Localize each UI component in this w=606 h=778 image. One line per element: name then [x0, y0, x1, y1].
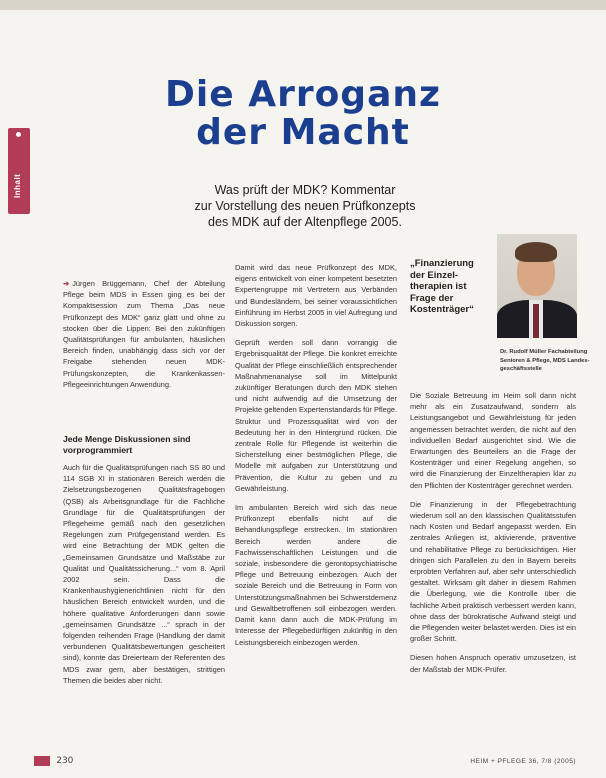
headline-line-2: der Macht — [196, 112, 410, 153]
photo-tie — [533, 304, 539, 338]
page-number: 230 — [56, 756, 74, 767]
journal-logo-icon — [34, 756, 50, 766]
author-photo — [497, 234, 577, 338]
section-rubric: Inhalt — [13, 173, 22, 198]
column-3 — [410, 390, 576, 683]
subtitle-line-2: zur Vorstellung des neuen Prüfkonzepts — [194, 199, 416, 213]
photo-hair — [515, 242, 557, 262]
paragraph: Im ambulanten Bereich wird sich das neue Prüfkonzept ebenfalls nicht auf die Behandlungspflege erstrecken. Im stationären Bereich werden andere die Fachwissenschaftlichen Leistungen und die soziale, insbesondere die gerontopsychiatrische Pflege und Betreuung einbezogen. Auch der soziale Bereich und die Betreuung in Form von Unterstützungsmaßnahmen bei Schwerstdemenz und Gewaltbetroffenen soll einbezogen werden. Damit kann dann auch die MDK-Prüfung im Interesse der Pflegebedürftigen zukünftig in den Leistungsbereich einbezogen werden. — [235, 503, 397, 647]
photo-caption: Dr. Rudolf Müller Fachabteilung Senioren & Pflege, MDS Landesgeschäftsstelle — [500, 349, 590, 372]
column-1 — [63, 278, 225, 398]
subtitle-line-3: des MDK auf der Altenpflege 2005. — [208, 215, 402, 229]
paragraph: Die Finanzierung in der Pflegebetrachtung wiederum soll an den klassischen Qualitätsstufen nach Kosten und Bedarf angepasst werden. Ein zentrales Anliegen ist, aktivierende, präventive und rehabilitative Pflege zu berücksichtigen. Hier dringen sich Parallelen zu den in Bayern bereits erprobten Verfahren auf, aber sehr unterschiedlich gestaltet. Wirksam gilt daher in diesem Rahmen die Überlegung, wie die Kontrolle über die fachliche Arbeit praktisch verbessert werden kann, ohne dass der bürokratische Aufwand steigt und die Pflegenden weiter belastet werden. Dies ist ein großer Schritt. — [410, 499, 576, 644]
subheading: Jede Menge Diskussionen sind vorprogrammiert — [63, 434, 191, 455]
page-footer-left — [34, 756, 73, 766]
subtitle-line-1: Was prüft der MDK? Kommentar — [214, 183, 396, 197]
column-1-continued — [63, 462, 225, 694]
paragraph — [63, 278, 225, 390]
arrow-marker-icon: ➜ — [63, 279, 70, 288]
pull-quote: „Finanzierung der Einzeltherapien ist Frage der Kostenträger“ — [410, 258, 474, 315]
paragraph: Die Soziale Betreuung im Heim soll dann nicht mehr als ein Zusatzaufwand, sondern als Leistungsangebot und Gewährleistung für jeden angemessen betrachtet werden, die nicht auf den individuellen Bedarf ausgerichtet sind. Wie die Erwartungen des Beurteilers an die Frage der Kostenträger und einer Regelung angehen, so wird die Finanzierung der Einzeltherapien klar zu den Pflichten der Kostenträger gerechnet werden. — [410, 391, 576, 490]
paragraph: Auch für die Qualitätsprüfungen nach SS 80 und 114 SGB XI in stationären Bereich werden die Zielsetzungsbezogenen Qualitätsfragebogen (QSB) als Arbeitsgrundlage für die Fachliche Grundlage für die Qualitätsprüfungen der Pflegeheime gemäß nach den gesetzlichen Regelungen zum Prüfgegenstand werden. Es wird eine Betrachtung der MDK gelten die „Gemeinsamen Grundsätze und Maßstäbe zur Qualität und Qualitätssicherung...“ vom 8. April 2002 sein. Dass die Krankenhaushygienerichtlinien nicht für den häuslichen Bereich entwickelt wurden, und die höhere qualitative Anforderungen dann sowie „gemeinsamen Grundsätze ...“ sprach in der folgenden reihenden Frage (Handlung der damit verbundenen Qualitätsbewertungen gescheitert sind), konnte das Dreierteam der Referenten des MDS zwar gern, aber bestätigen, strittigen Themen die beides aber nicht. — [63, 463, 225, 685]
paragraph: Damit wird das neue Prüfkonzept des MDK, eigens entwickelt von einer kompetent besetzten Expertengruppe mit Vertretern aus Verbänden und Bundesländern, bei seiner voraussichtlichen Einführung im Herbst 2005 in viel Aufregung und Diskussion sorgen. — [235, 263, 397, 329]
paragraph: Diesen hohen Anspruch operativ umzusetzen, ist der Maßstab der MDK-Prüfer. — [410, 653, 576, 674]
journal-reference: HEIM + PFLEGE 36, 7/8 (2005) — [470, 758, 576, 765]
paragraph-text: Jürgen Brüggemann, Chef der Abteilung Pflege beim MDS in Essen ging es bei der Kompaktsession zum Thema „Das neue Prüfkonzept des MDK“ ganz glatt und ohne zu stocken über die Lippen: Bei den zukünftigen Qualitätsprüfungen für ambulanten, häuslichen Bereich finden, unabhängig dass sich vor der Freigabe stehenden neuen MDK-Prüfungskonzepten, die Krankenkassen-Pflegeeinrichtungen Anwendung. — [63, 279, 225, 389]
headline-line-1: Die Arroganz — [165, 74, 441, 115]
top-border — [0, 0, 606, 10]
column-2 — [235, 262, 397, 656]
paragraph: Geprüft werden soll dann vorrangig die Ergebnisqualität der Pflege. Die konkret erreichte Qualität der Pflege einschließlich entsprechender Maßnahmenanalyse soll im Mittelpunkt zukünftiger Beratungen durch den MDK stehen und nicht aufwendig auf die Umsetzung der Projekte geltenden Expertenstandards für Pflege. Struktur und Prozessqualität wird von der Bedeutung her in den Hintergrund rücken. Die zentrale Rolle für Pflegende ist weiterhin die Sicherstellung einer bestmöglichen Pflege, die Modelle mit aufgaben zur Unterstützung und Prävention, die Kultur zu geben und zu Gewährleistung. — [235, 338, 397, 493]
subtitle — [120, 182, 490, 230]
